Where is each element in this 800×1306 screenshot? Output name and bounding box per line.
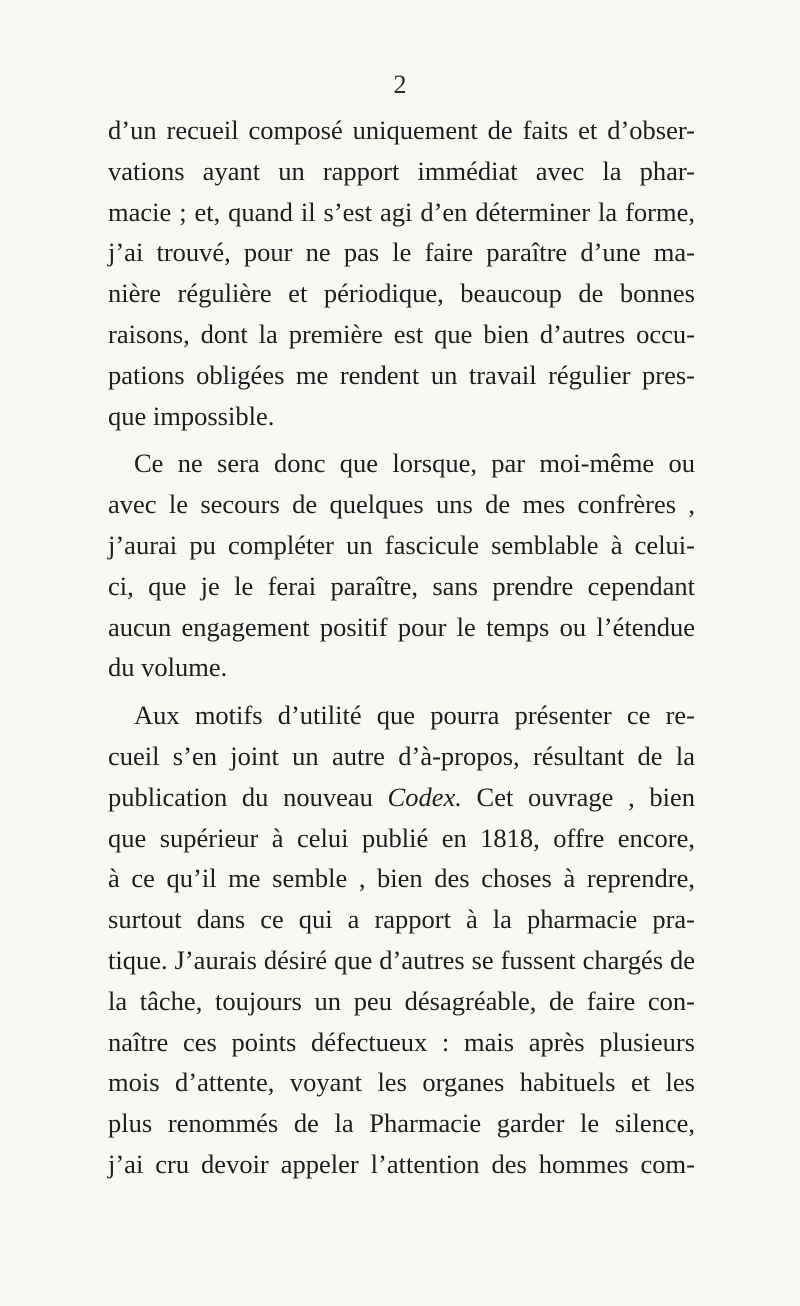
text-line: raisons, dont la première est que bien d’autres occu-	[108, 318, 695, 349]
text-line: que supérieur à celui publié en 1818, offre encore,	[108, 822, 695, 853]
body-text	[108, 110, 695, 1185]
text-line: vations ayant un rapport immédiat avec la phar-	[108, 155, 695, 186]
text-line: nière régulière et périodique, beaucoup de bonnes	[108, 278, 695, 309]
text-line: à ce qu’il me semble , bien des choses à reprendre,	[108, 863, 695, 894]
page-number: 2	[393, 70, 407, 99]
text-segment: publication du nouveau	[108, 781, 388, 812]
text-line: d’un recueil composé uniquement de faits et d’obser-	[108, 115, 695, 145]
text-line: que impossible.	[108, 400, 275, 431]
text-line: Ce ne sera donc que lorsque, par moi-même ou	[134, 448, 695, 479]
text-line: tique. J’aurais désiré que d’autres se fussent chargés de	[108, 944, 695, 975]
text-line: plus renommés de la Pharmacie garder le silence,	[108, 1108, 695, 1139]
paragraph-1	[108, 110, 695, 436]
text-segment: Cet ouvrage , bien	[461, 781, 695, 812]
text-line: naître ces points défectueux : mais après plusieurs	[108, 1026, 695, 1057]
text-line: mois d’attente, voyant les organes habituels et les	[108, 1067, 695, 1098]
codex-italic: Codex.	[387, 781, 462, 812]
paragraph-3	[108, 695, 695, 1185]
text-line: du volume.	[108, 652, 228, 683]
text-line: aucun engagement positif pour le temps ou l’étendue	[108, 611, 695, 642]
text-line: surtout dans ce qui a rapport à la pharmacie pra-	[108, 904, 695, 935]
text-line: ci, que je le ferai paraître, sans prendre cependant	[108, 570, 695, 601]
text-line: j’ai cru devoir appeler l’attention des hommes com-	[108, 1148, 695, 1179]
text-line: j’ai trouvé, pour ne pas le faire paraître d’une ma-	[108, 237, 695, 268]
text-line: cueil s’en joint un autre d’à-propos, résultant de la	[108, 740, 695, 771]
text-line: Aux motifs d’utilité que pourra présenter ce re-	[134, 700, 695, 731]
text-line: pations obligées me rendent un travail régulier pres-	[108, 359, 695, 390]
text-line: avec le secours de quelques uns de mes confrères ,	[108, 489, 695, 520]
text-line-codex	[108, 777, 695, 818]
paragraph-2	[108, 443, 695, 688]
text-line: j’aurai pu compléter un fascicule semblable à celui-	[108, 529, 695, 560]
text-line: macie ; et, quand il s’est agi d’en déterminer la forme,	[108, 196, 695, 227]
text-line: la tâche, toujours un peu désagréable, de faire con-	[108, 985, 695, 1016]
